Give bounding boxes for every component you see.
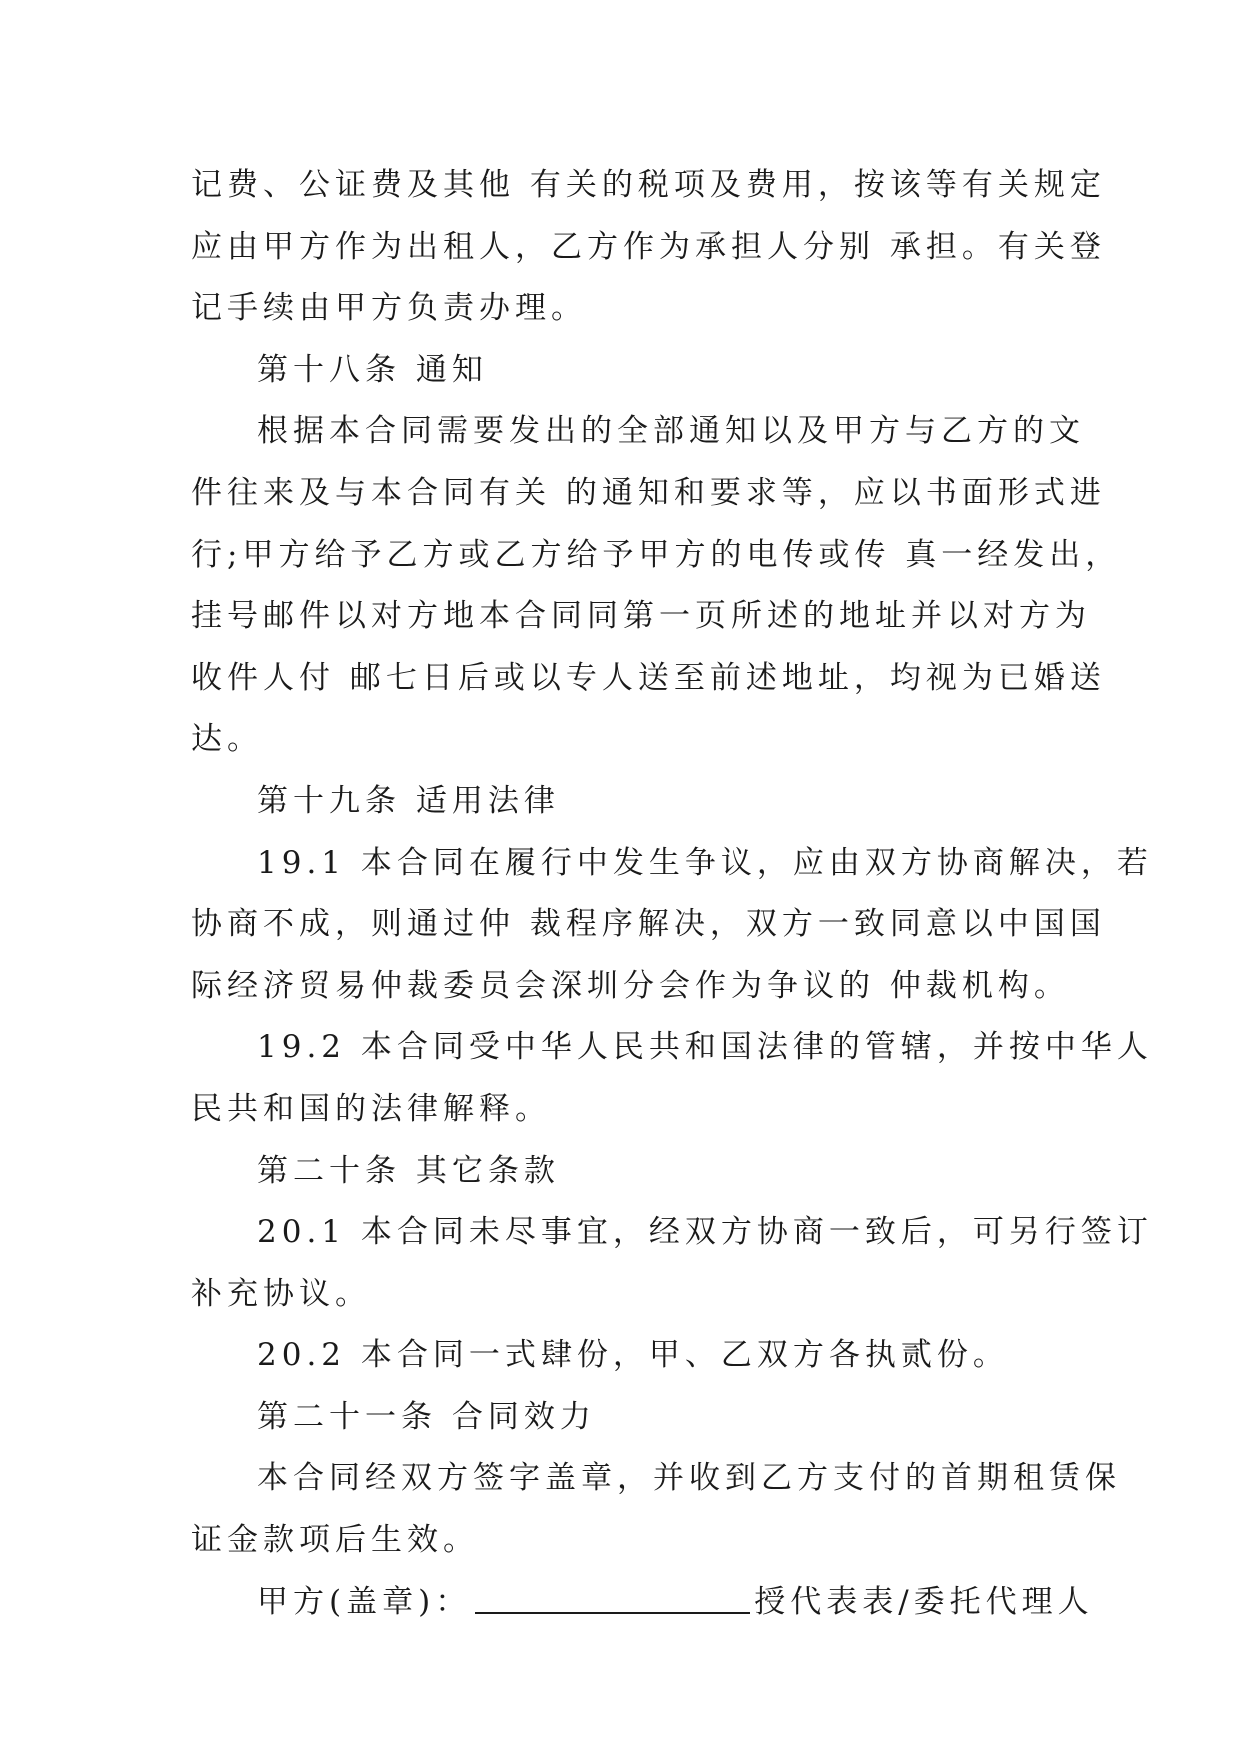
body-line: 本合同经双方签字盖章，并收到乙方支付的首期租赁保 (257, 1460, 1121, 1497)
article-21-heading: 第二十一条 合同效力 (257, 1398, 596, 1435)
representative-label: 授代表表/委托代理人 (754, 1583, 1094, 1620)
signature-blank[interactable] (475, 1582, 750, 1614)
body-line: 挂号邮件以对方地本合同同第一页所述的地址并以对方为 (191, 598, 1091, 635)
body-line: 根据本合同需要发出的全部通知以及甲方与乙方的文 (257, 413, 1085, 450)
body-line: 达。 (191, 721, 263, 758)
body-line: 记费、公证费及其他 有关的税项及费用，按该等有关规定 (191, 167, 1106, 203)
article-19-heading: 第十九条 适用法律 (257, 782, 560, 819)
clause-20-2: 20.2 本合同一式肆份，甲、乙双方各执贰份。 (257, 1337, 1009, 1374)
clause-20-1: 20.1 本合同未尽事宜，经双方协商一致后，可另行签订 (257, 1214, 1153, 1251)
article-20-heading: 第二十条 其它条款 (257, 1152, 560, 1189)
clause-19-2: 19.2 本合同受中华人民共和国法律的管辖，并按中华人 (257, 1029, 1153, 1066)
contract-body (191, 155, 1153, 1633)
signature-line (191, 1572, 1094, 1634)
party-a-seal-label: 甲方(盖章)： (257, 1583, 472, 1620)
body-line: 行;甲方给予乙方或乙方给予甲方的电传或传 真一经发出， (191, 536, 1122, 573)
body-line: 件往来及与本合同有关 的通知和要求等，应以书面形式进 (191, 474, 1106, 511)
body-line: 记手续由甲方负责办理。 (191, 290, 587, 327)
body-line: 收件人付 邮七日后或以专人送至前述地址，均视为已婚送 (191, 659, 1106, 696)
body-line: 际经济贸易仲裁委员会深圳分会作为争议的 仲裁机构。 (191, 967, 1070, 1004)
article-18-heading: 第十八条 通知 (257, 351, 488, 388)
body-line: 证金款项后生效。 (191, 1522, 479, 1559)
body-line: 民共和国的法律解释。 (191, 1090, 551, 1127)
body-line: 应由甲方作为出租人，乙方作为承担人分别 承担。有关登 (191, 228, 1106, 265)
body-line: 协商不成，则通过仲 裁程序解决，双方一致同意以中国国 (191, 906, 1106, 943)
body-line: 补充协议。 (191, 1275, 371, 1312)
clause-19-1: 19.1 本合同在履行中发生争议，应由双方协商解决，若 (257, 844, 1153, 881)
